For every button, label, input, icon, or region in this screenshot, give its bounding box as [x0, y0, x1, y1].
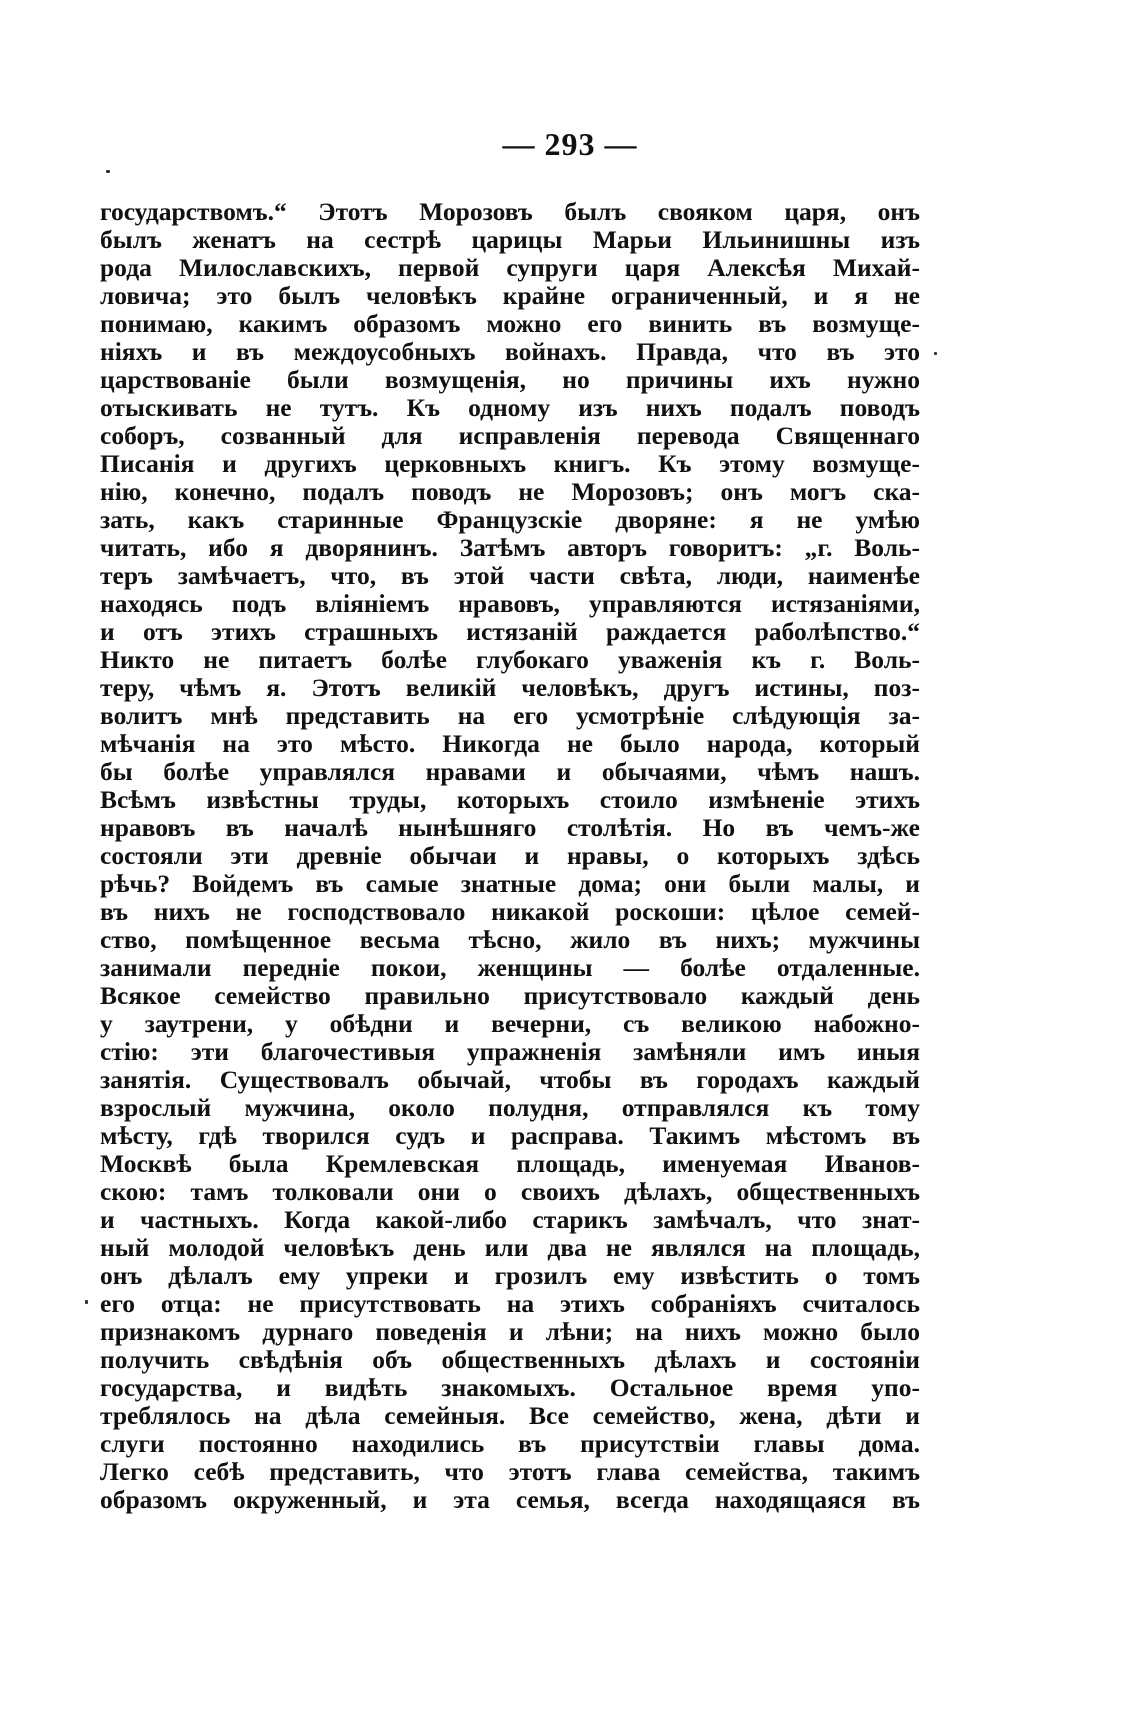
text-line: волитъ мнѣ представить на его усмотрѣніе слѣдующія за- — [100, 702, 920, 730]
text-line: у заутрени, у обѣдни и вечерни, съ великою набожно- — [100, 1010, 920, 1038]
text-line: отыскивать не тутъ. Къ одному изъ нихъ подалъ поводъ — [100, 394, 920, 422]
scan-speck — [106, 170, 110, 173]
text-line: ніяхъ и въ междоусобныхъ войнахъ. Правда, что въ это — [100, 338, 920, 366]
text-line: мѣсту, гдѣ творился судъ и расправа. Такимъ мѣстомъ въ — [100, 1122, 920, 1150]
text-line: зать, какъ старинные Французскіе дворяне: я не умѣю — [100, 506, 920, 534]
text-line: и отъ этихъ страшныхъ истязаній раждается раболѣпство.“ — [100, 618, 920, 646]
text-line: Никто не питаетъ болѣе глубокаго уваженія къ г. Воль- — [100, 646, 920, 674]
text-line: образомъ окруженный, и эта семья, всегда находящаяся въ — [100, 1486, 920, 1514]
text-line: государства, и видѣть знакомыхъ. Остальное время упо- — [100, 1374, 920, 1402]
text-line: признакомъ дурнаго поведенія и лѣни; на нихъ можно было — [100, 1318, 920, 1346]
text-line: стію: эти благочестивыя упражненія замѣняли имъ иныя — [100, 1038, 920, 1066]
text-line: мѣчанія на это мѣсто. Никогда не было народа, который — [100, 730, 920, 758]
text-line: теръ замѣчаетъ, что, въ этой части свѣта, люди, наименѣе — [100, 562, 920, 590]
text-line: ный молодой человѣкъ день или два не являлся на площадь, — [100, 1234, 920, 1262]
text-line: Москвѣ была Кремлевская площадь, именуемая Иванов- — [100, 1150, 920, 1178]
scan-speck — [934, 352, 937, 355]
text-line: ство, помѣщенное весьма тѣсно, жило въ нихъ; мужчины — [100, 926, 920, 954]
text-line: получить свѣдѣнія объ общественныхъ дѣлахъ и состояніи — [100, 1346, 920, 1374]
text-line: понимаю, какимъ образомъ можно его винить въ возмуще- — [100, 310, 920, 338]
text-line: нравовъ въ началѣ нынѣшняго столѣтія. Но въ чемъ-же — [100, 814, 920, 842]
text-line: нію, конечно, подалъ поводъ не Морозовъ; онъ могъ ска- — [100, 478, 920, 506]
text-line: его отца: не присутствовать на этихъ собраніяхъ считалось — [100, 1290, 920, 1318]
text-line: и частныхъ. Когда какой-либо старикъ замѣчалъ, что знат- — [100, 1206, 920, 1234]
text-line: въ нихъ не господствовало никакой роскоши: цѣлое семей- — [100, 898, 920, 926]
page-number: — 293 — — [502, 126, 638, 162]
text-line: находясь подъ вліяніемъ нравовъ, управляются истязаніями, — [100, 590, 920, 618]
text-line: занятія. Существовалъ обычай, чтобы въ городахъ каждый — [100, 1066, 920, 1094]
text-line: скою: тамъ толковали они о своихъ дѣлахъ, общественныхъ — [100, 1178, 920, 1206]
text-line: царствованіе были возмущенія, но причины ихъ нужно — [100, 366, 920, 394]
text-line: слуги постоянно находились въ присутствіи главы дома. — [100, 1430, 920, 1458]
body-text — [100, 198, 920, 1514]
text-line: ловича; это былъ человѣкъ крайне ограниченный, и я не — [100, 282, 920, 310]
text-line: рода Милославскихъ, первой супруги царя Алексѣя Михай- — [100, 254, 920, 282]
text-line: состояли эти древніе обычаи и нравы, о которыхъ здѣсь — [100, 842, 920, 870]
text-line: былъ женатъ на сестрѣ царицы Марьи Ильинишны изъ — [100, 226, 920, 254]
text-line: Всякое семейство правильно присутствовало каждый день — [100, 982, 920, 1010]
text-line: рѣчь? Войдемъ въ самые знатные дома; они были малы, и — [100, 870, 920, 898]
text-line: государствомъ.“ Этотъ Морозовъ былъ свояком царя, онъ — [100, 198, 920, 226]
text-line: Всѣмъ извѣстны труды, которыхъ стоило измѣненіе этихъ — [100, 786, 920, 814]
text-line: бы болѣе управлялся нравами и обычаями, чѣмъ нашъ. — [100, 758, 920, 786]
text-line: соборъ, созванный для исправленія перевода Священнаго — [100, 422, 920, 450]
text-line: занимали передніе покои, женщины — болѣе отдаленные. — [100, 954, 920, 982]
text-line: Писанія и другихъ церковныхъ книгъ. Къ этому возмуще- — [100, 450, 920, 478]
text-line: онъ дѣлалъ ему упреки и грозилъ ему извѣстить о томъ — [100, 1262, 920, 1290]
scan-speck — [85, 1300, 88, 1304]
text-line: читать, ибо я дворянинъ. Затѣмъ авторъ говоритъ: „г. Воль- — [100, 534, 920, 562]
text-line: теру, чѣмъ я. Этотъ великій человѣкъ, другъ истины, поз- — [100, 674, 920, 702]
text-line: треблялось на дѣла семейныя. Все семейство, жена, дѣти и — [100, 1402, 920, 1430]
text-line: Легко себѣ представить, что этотъ глава семейства, такимъ — [100, 1458, 920, 1486]
text-line: взрослый мужчина, около полудня, отправлялся къ тому — [100, 1094, 920, 1122]
